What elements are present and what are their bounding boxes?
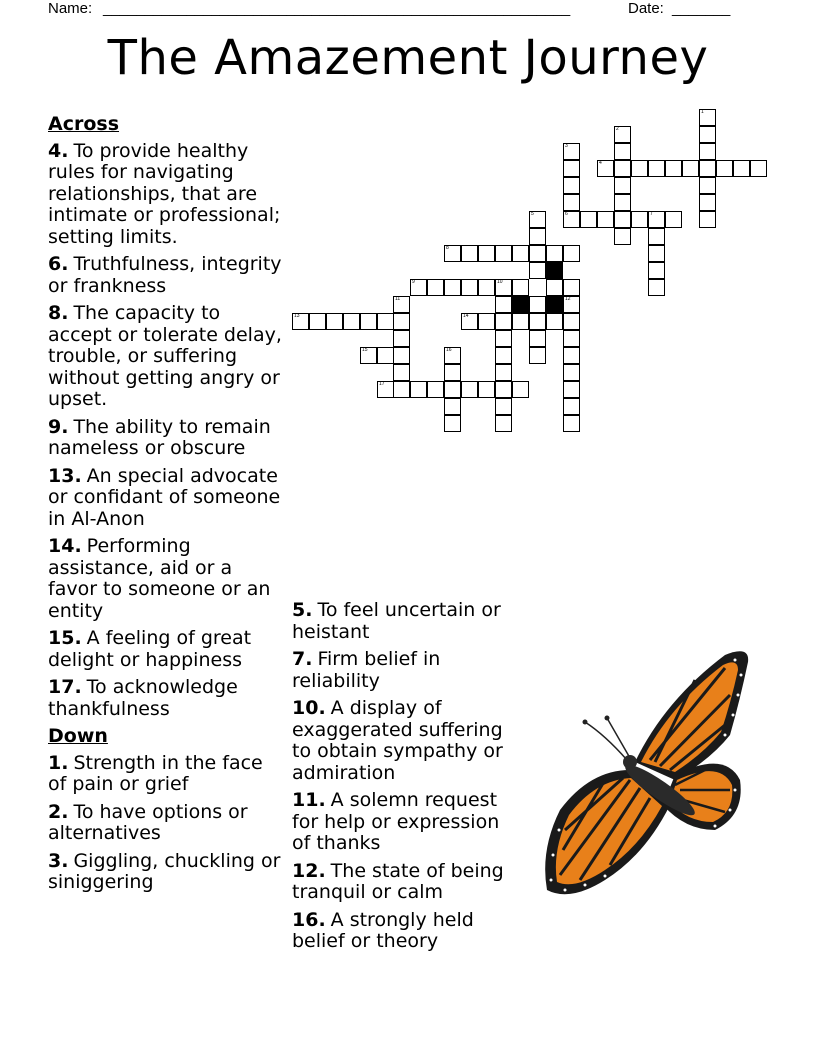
crossword-cell[interactable] <box>614 143 631 160</box>
date-field[interactable]: _______ <box>672 0 731 17</box>
crossword-cell[interactable] <box>699 211 716 228</box>
crossword-cell[interactable] <box>393 313 410 330</box>
clue-item <box>292 790 522 855</box>
cell-number: 9 <box>412 279 415 285</box>
black-cell <box>512 296 529 313</box>
cell-number: 17 <box>379 381 385 387</box>
clue-number: 1. <box>48 751 69 774</box>
crossword-cell[interactable] <box>377 381 394 398</box>
clue-text: To acknowledge thankfulness <box>48 676 238 720</box>
crossword-cell[interactable] <box>529 211 546 228</box>
clue-item <box>48 303 283 411</box>
clue-item <box>48 802 283 845</box>
clue-column-left <box>48 114 283 900</box>
crossword-cell[interactable] <box>444 279 461 296</box>
crossword-cell[interactable] <box>563 160 580 177</box>
clue-item <box>48 536 283 622</box>
crossword-cell[interactable] <box>512 279 529 296</box>
crossword-cell[interactable] <box>512 313 529 330</box>
crossword-cell[interactable] <box>648 245 665 262</box>
crossword-cell[interactable] <box>444 415 461 432</box>
clue-item <box>292 698 522 784</box>
crossword-cell[interactable] <box>461 381 478 398</box>
clue-number: 17. <box>48 676 82 698</box>
clue-item <box>48 466 283 531</box>
crossword-cell[interactable] <box>563 313 580 330</box>
crossword-cell[interactable] <box>597 160 614 177</box>
clue-number: 7. <box>292 648 313 670</box>
crossword-cell[interactable] <box>699 109 716 126</box>
crossword-cell[interactable] <box>393 381 410 398</box>
crossword-cell[interactable] <box>648 228 665 245</box>
clue-number: 6. <box>48 253 69 275</box>
crossword-cell[interactable] <box>563 364 580 381</box>
clue-item <box>48 753 283 796</box>
crossword-cell[interactable] <box>512 381 529 398</box>
cell-number: 6 <box>565 211 568 217</box>
clue-text: Firm belief in reliability <box>292 648 441 692</box>
crossword-cell[interactable] <box>393 296 410 313</box>
clue-text: A feeling of great delight or happiness <box>48 627 252 671</box>
crossword-cell[interactable] <box>529 296 546 313</box>
crossword-cell[interactable] <box>478 313 495 330</box>
cell-number: 14 <box>463 313 469 319</box>
clue-text: A display of exaggerated suffering to obtain sympathy or admiration <box>292 697 503 784</box>
crossword-cell[interactable] <box>343 313 360 330</box>
clue-number: 12. <box>292 859 326 882</box>
crossword-cell[interactable] <box>326 313 343 330</box>
clue-number: 8. <box>48 302 69 324</box>
crossword-cell[interactable] <box>631 211 648 228</box>
crossword-cell[interactable] <box>563 279 580 296</box>
crossword-cell[interactable] <box>563 143 580 160</box>
crossword-cell[interactable] <box>495 313 512 330</box>
crossword-cell[interactable] <box>529 347 546 364</box>
cell-number: 5 <box>531 211 534 217</box>
crossword-cell[interactable] <box>529 245 546 262</box>
clue-text: Strength in the face of pain or grief <box>48 751 263 795</box>
crossword-cell[interactable] <box>495 347 512 364</box>
clue-number: 3. <box>48 849 69 872</box>
crossword-cell[interactable] <box>410 279 427 296</box>
crossword-cell[interactable] <box>614 211 631 228</box>
cell-number: 4 <box>599 160 602 166</box>
crossword-cell[interactable] <box>631 160 648 177</box>
crossword-cell[interactable] <box>444 398 461 415</box>
crossword-cell[interactable] <box>563 330 580 347</box>
cell-number: 10 <box>497 279 503 285</box>
crossword-cell[interactable] <box>444 381 461 398</box>
crossword-cell[interactable] <box>563 415 580 432</box>
clue-number: 9. <box>48 415 69 438</box>
crossword-cell[interactable] <box>580 211 597 228</box>
clue-text: To have options or alternatives <box>48 800 248 844</box>
crossword-cell[interactable] <box>716 160 733 177</box>
crossword-cell[interactable] <box>461 313 478 330</box>
cell-number: 3 <box>565 143 568 149</box>
clue-number: 2. <box>48 800 69 823</box>
clue-column-right <box>292 600 522 959</box>
clue-item <box>48 677 283 720</box>
crossword-cell[interactable] <box>699 194 716 211</box>
name-label: Name: <box>48 0 93 17</box>
crossword-cell[interactable] <box>699 177 716 194</box>
crossword-cell[interactable] <box>309 313 326 330</box>
clue-item <box>48 254 283 297</box>
crossword-cell[interactable] <box>360 313 377 330</box>
cell-number: 7 <box>650 211 653 217</box>
crossword-cell[interactable] <box>546 279 563 296</box>
crossword-cell[interactable] <box>478 279 495 296</box>
clue-number: 14. <box>48 535 82 557</box>
clue-text: Performing assistance, aid or a favor to someone or an entity <box>48 535 271 622</box>
clue-item <box>292 861 522 904</box>
crossword-cell[interactable] <box>427 381 444 398</box>
cell-number: 1 <box>701 109 704 115</box>
clue-text: A solemn request for help or expression of thanks <box>292 789 500 854</box>
clue-text: The ability to remain nameless or obscure <box>48 415 271 459</box>
clue-number: 16. <box>292 908 326 931</box>
crossword-cell[interactable] <box>427 279 444 296</box>
crossword-cell[interactable] <box>699 143 716 160</box>
crossword-cell[interactable] <box>495 330 512 347</box>
clue-number: 11. <box>292 789 326 811</box>
crossword-cell[interactable] <box>614 160 631 177</box>
cell-number: 12 <box>565 296 571 302</box>
cell-number: 15 <box>362 347 368 353</box>
crossword-cell[interactable] <box>444 364 461 381</box>
clue-number: 4. <box>48 139 69 162</box>
crossword-cell[interactable] <box>393 330 410 347</box>
cell-number: 16 <box>446 347 452 353</box>
clue-text: Truthfulness, integrity or frankness <box>48 253 282 297</box>
crossword-cell[interactable] <box>512 245 529 262</box>
date-label: Date: <box>628 0 664 17</box>
cell-number: 2 <box>616 126 619 132</box>
clue-item <box>292 600 522 643</box>
page-title: The Amazement Journey <box>107 30 709 86</box>
black-cell <box>546 262 563 279</box>
crossword-cell[interactable] <box>597 211 614 228</box>
crossword-cell[interactable] <box>393 347 410 364</box>
crossword-cell[interactable] <box>495 381 512 398</box>
across-clue-list <box>48 141 283 721</box>
crossword-cell[interactable] <box>563 211 580 228</box>
crossword-cell[interactable] <box>733 160 750 177</box>
crossword-cell[interactable] <box>546 245 563 262</box>
crossword-cell[interactable] <box>360 347 377 364</box>
clue-number: 5. <box>292 599 313 621</box>
clue-text: To provide healthy rules for navigating relationships, that are intimate or professional; setting limits. <box>48 139 281 248</box>
crossword-cell[interactable] <box>529 330 546 347</box>
clue-number: 10. <box>292 697 326 719</box>
crossword-cell[interactable] <box>461 245 478 262</box>
crossword-cell[interactable] <box>529 313 546 330</box>
crossword-cell[interactable] <box>393 364 410 381</box>
crossword-cell[interactable] <box>444 347 461 364</box>
clue-text: A strongly held belief or theory <box>292 908 474 952</box>
crossword-cell[interactable] <box>665 160 682 177</box>
crossword-cell[interactable] <box>699 126 716 143</box>
crossword-cell[interactable] <box>682 160 699 177</box>
crossword-cell[interactable] <box>292 313 309 330</box>
crossword-cell[interactable] <box>563 194 580 211</box>
crossword-cell[interactable] <box>410 381 427 398</box>
crossword-cell[interactable] <box>750 160 767 177</box>
clue-number: 15. <box>48 627 82 649</box>
clue-item <box>48 417 283 460</box>
clue-item <box>48 851 283 894</box>
crossword-cell[interactable] <box>495 279 512 296</box>
crossword-cell[interactable] <box>546 313 563 330</box>
crossword-cell[interactable] <box>495 245 512 262</box>
crossword-cell[interactable] <box>563 398 580 415</box>
clue-text: The state of being tranquil or calm <box>292 859 504 903</box>
clue-number: 13. <box>48 464 82 487</box>
crossword-cell[interactable] <box>377 347 394 364</box>
crossword-cell[interactable] <box>563 245 580 262</box>
clue-item <box>292 910 522 953</box>
black-cell <box>546 296 563 313</box>
crossword-cell[interactable] <box>495 398 512 415</box>
crossword-cell[interactable] <box>529 228 546 245</box>
clue-item <box>292 649 522 692</box>
monarch-butterfly-icon <box>535 640 775 910</box>
clue-item <box>48 628 283 671</box>
crossword-cell[interactable] <box>563 296 580 313</box>
crossword-cell[interactable] <box>648 279 665 296</box>
cell-number: 8 <box>446 245 449 251</box>
crossword-cell[interactable] <box>478 245 495 262</box>
crossword-cell[interactable] <box>495 415 512 432</box>
crossword-cell[interactable] <box>648 160 665 177</box>
down-clue-list-continued <box>292 600 522 953</box>
crossword-cell[interactable] <box>563 177 580 194</box>
crossword-cell[interactable] <box>444 245 461 262</box>
crossword-cell[interactable] <box>648 211 665 228</box>
crossword-cell[interactable] <box>495 296 512 313</box>
clue-text: To feel uncertain or heistant <box>292 599 501 643</box>
crossword-cell[interactable] <box>495 364 512 381</box>
clue-text: Giggling, chuckling or siniggering <box>48 849 281 893</box>
cell-number: 13 <box>294 313 300 319</box>
clue-text: An special advocate or confidant of someone in Al-Anon <box>48 464 281 530</box>
crossword-cell[interactable] <box>478 381 495 398</box>
cell-number: 11 <box>395 296 401 302</box>
clue-text: The capacity to accept or tolerate delay, trouble, or suffering without getting angry or upset. <box>48 302 282 410</box>
crossword-cell[interactable] <box>614 194 631 211</box>
down-clue-list <box>48 753 283 894</box>
crossword-cell[interactable] <box>563 347 580 364</box>
crossword-cell[interactable] <box>699 160 716 177</box>
clue-item <box>48 141 283 249</box>
across-heading: Across <box>48 113 120 135</box>
crossword-cell[interactable] <box>665 211 682 228</box>
down-heading: Down <box>48 725 108 747</box>
crossword-cell[interactable] <box>614 177 631 194</box>
crossword-cell[interactable] <box>563 381 580 398</box>
crossword-cell[interactable] <box>614 228 631 245</box>
crossword-cell[interactable] <box>529 262 546 279</box>
crossword-cell[interactable] <box>648 262 665 279</box>
name-field[interactable]: ________________________________________________________ <box>103 0 571 17</box>
crossword-cell[interactable] <box>461 279 478 296</box>
crossword-cell[interactable] <box>377 313 394 330</box>
crossword-cell[interactable] <box>614 126 631 143</box>
